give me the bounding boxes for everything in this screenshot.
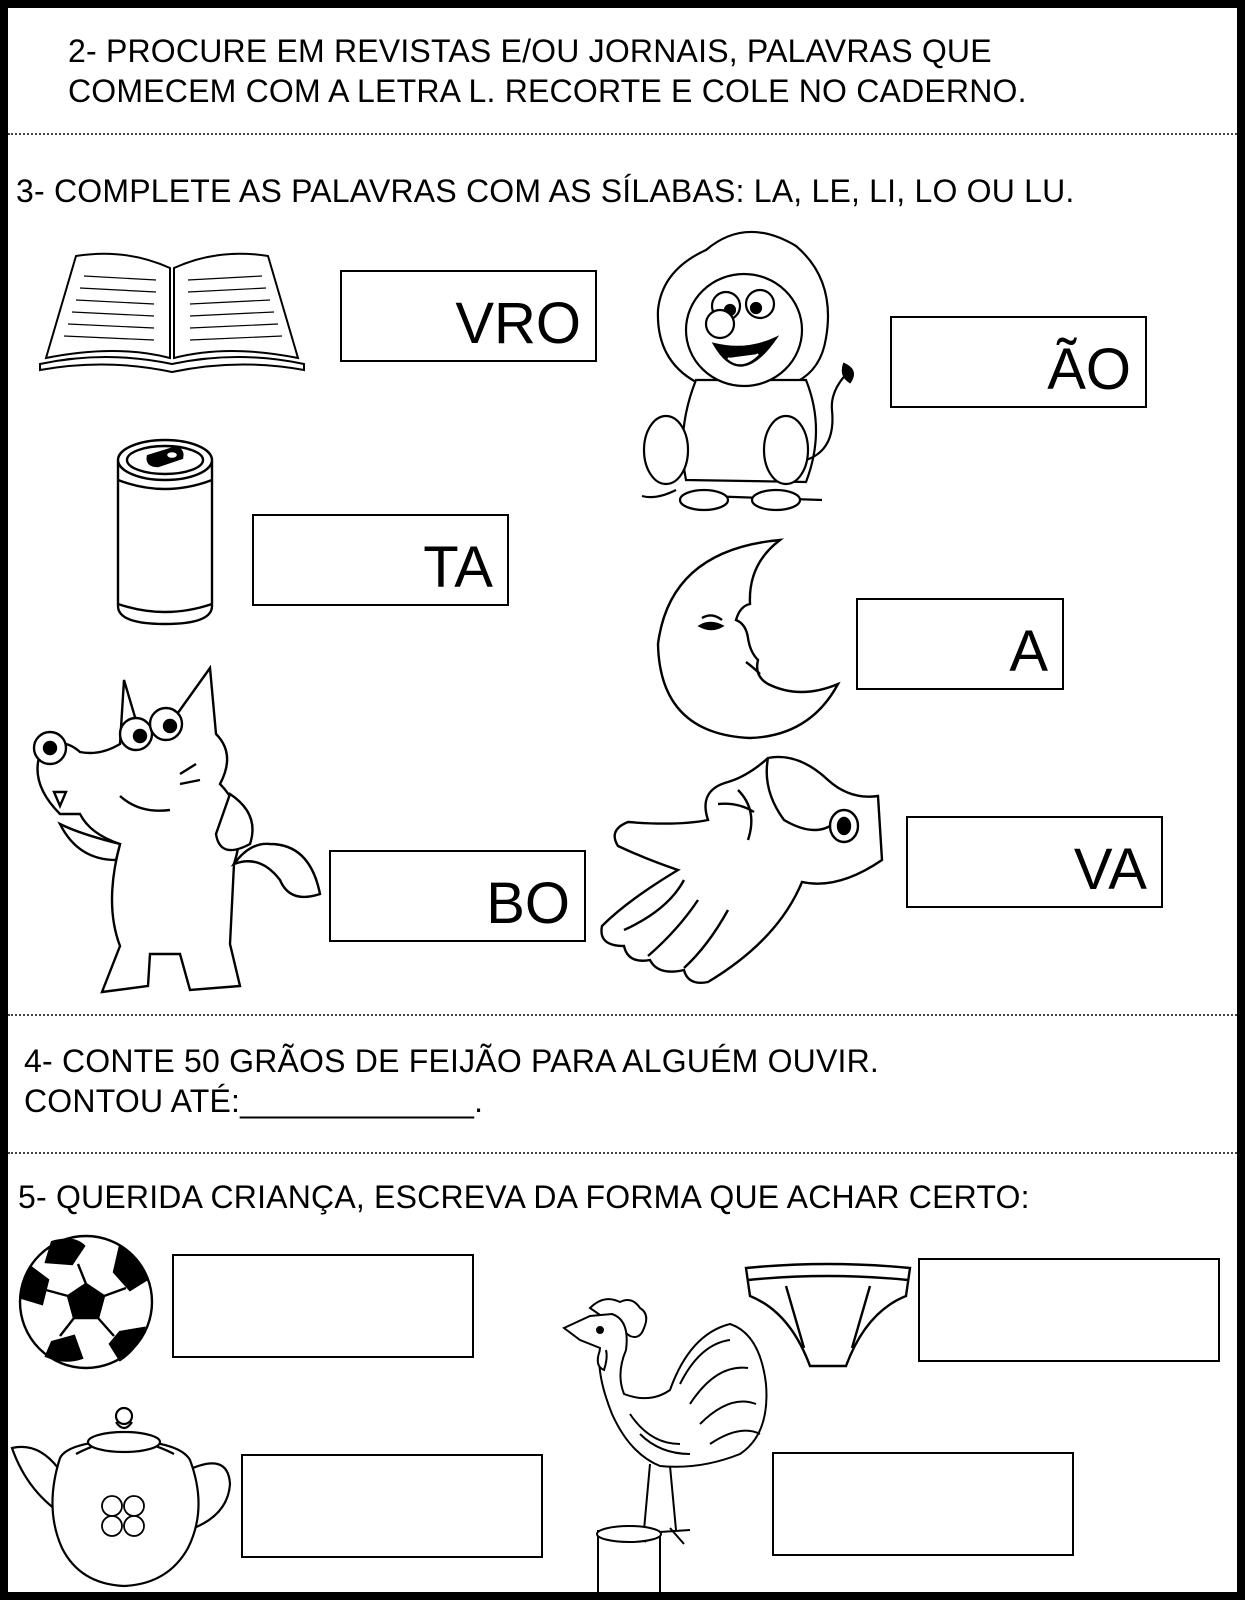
q3-instruction: 3- COMPLETE AS PALAVRAS COM AS SÍLABAS: LA, LE, LI, LO OU LU. (16, 173, 1075, 209)
answer-box-teapot[interactable] (241, 1454, 543, 1558)
answer-box-book[interactable] (340, 270, 597, 362)
q5-instruction: 5- QUERIDA CRIANÇA, ESCREVA DA FORMA QUE ACHAR CERTO: (18, 1179, 1030, 1215)
syllable-ending-a: A (1009, 619, 1048, 684)
dotted-separator (8, 133, 1237, 135)
glove-icon (588, 750, 884, 988)
lion-icon (636, 220, 858, 516)
syllable-ending-ta: TA (423, 535, 493, 600)
q2-line-2: COMECEM COM A LETRA L. RECORTE E COLE NO CADERNO. (68, 73, 1027, 109)
q4-line-1: 4- CONTE 50 GRÃOS DE FEIJÃO PARA ALGUÉM OUVIR. (24, 1043, 880, 1079)
answer-box-rooster[interactable] (772, 1452, 1074, 1556)
answer-box-underwear[interactable] (918, 1258, 1220, 1362)
syllable-ending-vro: VRO (455, 291, 581, 356)
rooster-icon (560, 1294, 774, 1592)
moon-icon (650, 534, 846, 740)
teapot-icon (8, 1398, 234, 1592)
q4-line-2: CONTOU ATÉ:_____________. (24, 1083, 484, 1119)
dotted-separator (8, 1014, 1237, 1016)
syllable-ending-va: VA (1073, 837, 1147, 902)
soccer-ball-icon (16, 1232, 156, 1372)
answer-box-can[interactable] (252, 514, 509, 606)
answer-box-moon[interactable] (856, 598, 1064, 690)
answer-box-lion[interactable] (890, 316, 1147, 408)
answer-box-glove[interactable] (906, 816, 1163, 908)
syllable-ending-ao: ÃO (1047, 337, 1131, 402)
wolf-icon (20, 664, 330, 1004)
dotted-separator (8, 1152, 1237, 1154)
book-icon (36, 246, 308, 376)
syllable-ending-bo: BO (486, 871, 570, 936)
can-icon (112, 436, 218, 628)
answer-box-wolf[interactable] (329, 850, 586, 942)
answer-box-soccer-ball[interactable] (172, 1254, 474, 1358)
worksheet-page (8, 8, 1237, 1592)
q2-line-1: 2- PROCURE EM REVISTAS E/OU JORNAIS, PALAVRAS QUE (68, 33, 992, 69)
